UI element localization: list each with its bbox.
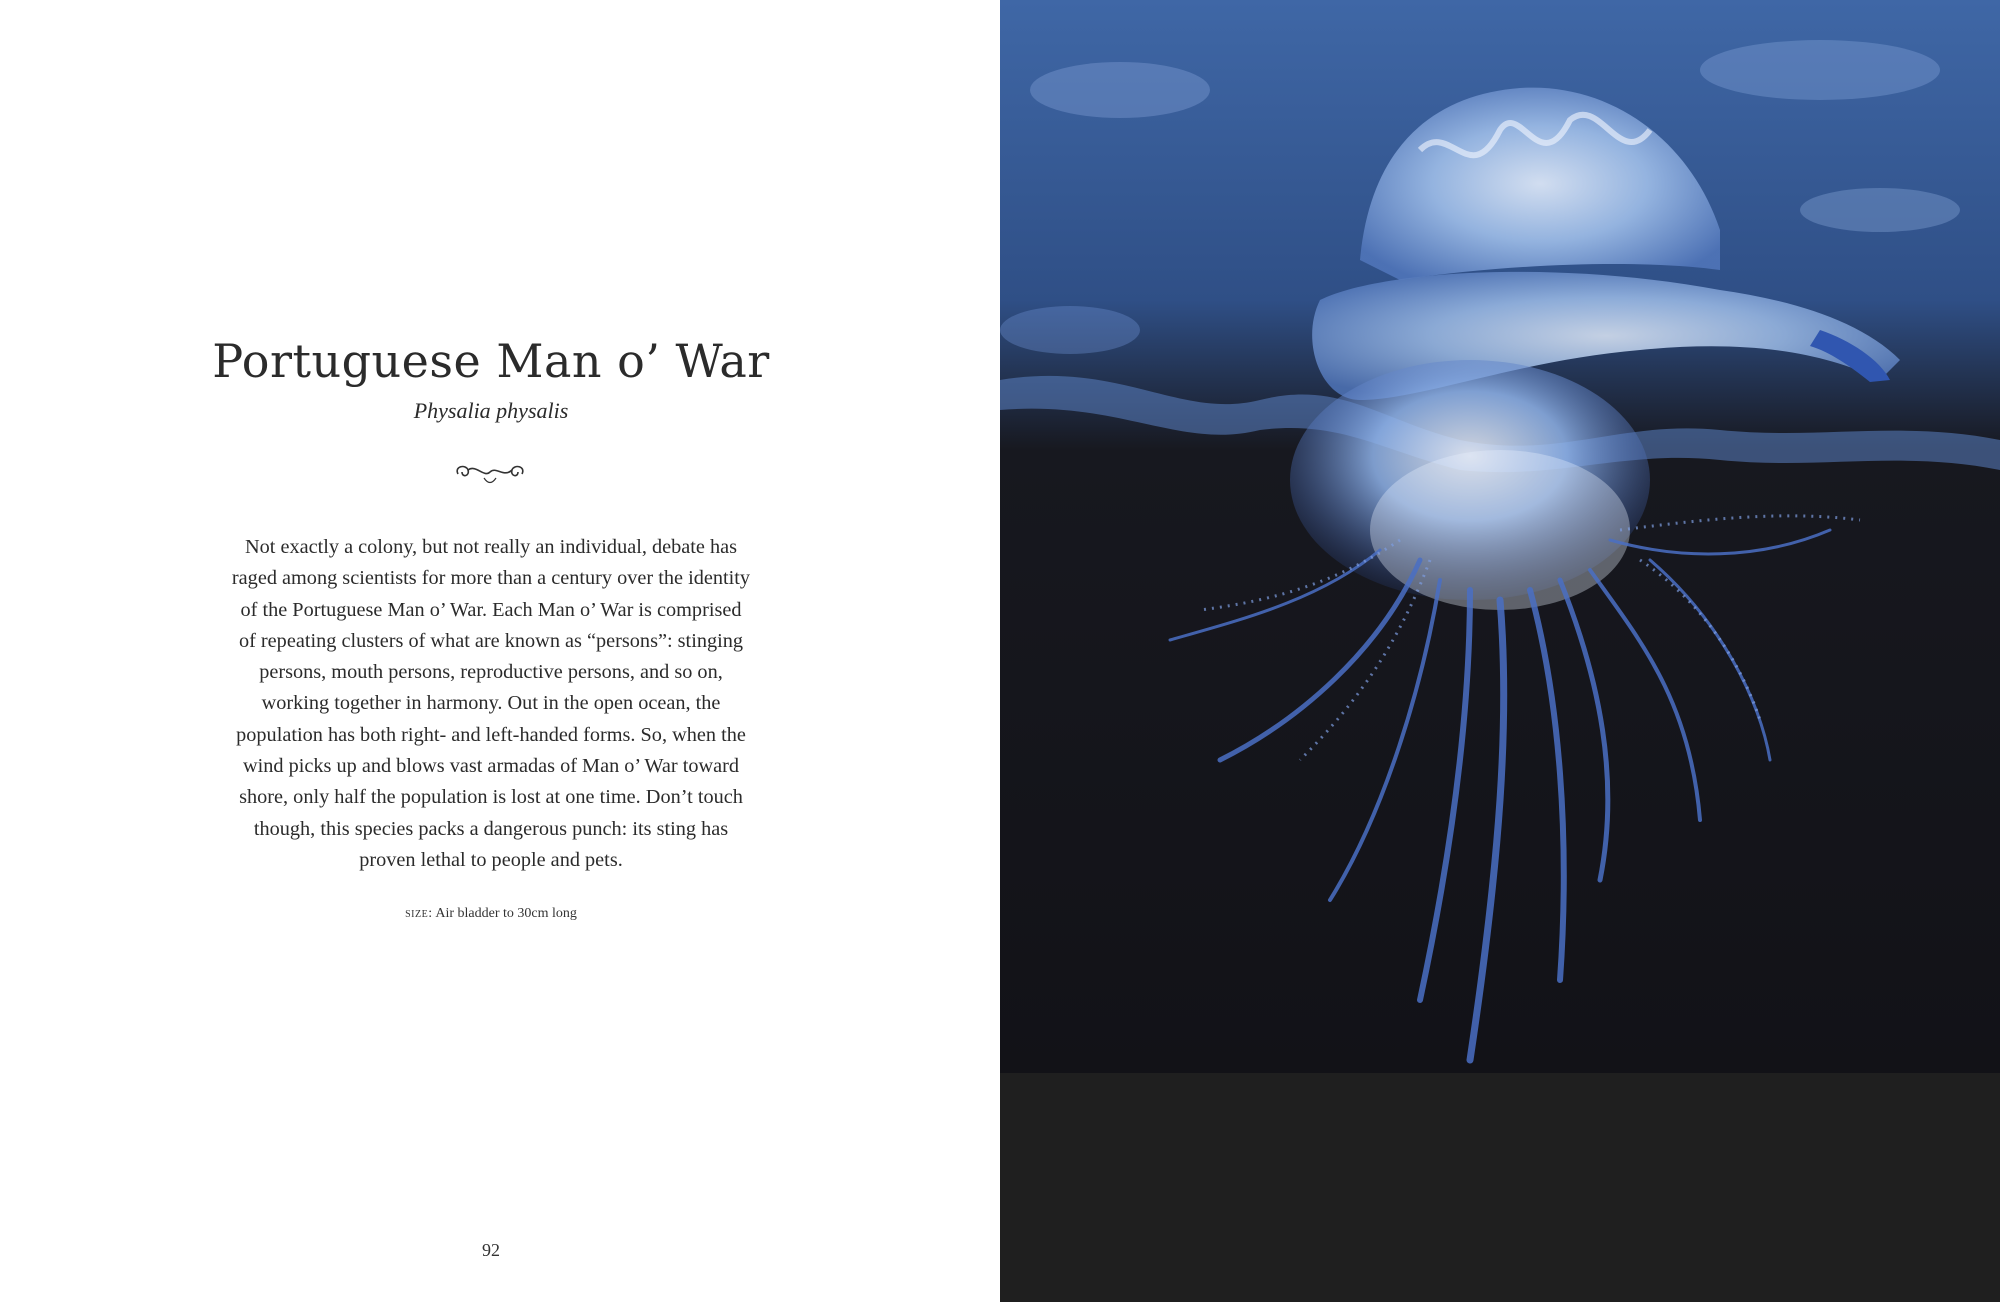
body-line: shore, only half the population is lost at one time. Don’t touch	[239, 786, 743, 809]
scientific-name: Physalia physalis	[413, 398, 569, 423]
body-line: of the Portuguese Man o’ War. Each Man o’ War is comprised	[240, 598, 742, 621]
body-line: wind picks up and blows vast armadas of Man o’ War toward	[242, 755, 740, 778]
body-line: working together in harmony. Out in the open ocean, the	[261, 692, 721, 715]
body-line: proven lethal to people and pets.	[359, 848, 623, 871]
right-page	[1000, 0, 2000, 1302]
size-value: Air bladder to 30cm long	[432, 906, 577, 921]
page-title: Portuguese Man o’ War	[212, 334, 770, 388]
body-line: population has both right- and left-handed forms. So, when the	[236, 723, 746, 746]
man-o-war-photo	[1000, 0, 2000, 1073]
scroll-ornament-icon	[450, 458, 530, 486]
body-line: Not exactly a colony, but not really an individual, debate has	[244, 536, 738, 558]
body-line: persons, mouth persons, reproductive persons, and so on,	[259, 661, 723, 684]
photo-bottom-band	[1000, 1073, 2000, 1302]
size-note	[0, 906, 982, 922]
body-paragraph	[180, 532, 802, 876]
body-line: raged among scientists for more than a century over the identity	[231, 567, 751, 590]
size-label: size:	[405, 906, 433, 921]
page-number: 92	[482, 1240, 500, 1260]
body-line: of repeating clusters of what are known as “persons”: stinging	[238, 629, 744, 652]
body-line: though, this species packs a dangerous punch: its sting has	[253, 817, 729, 840]
